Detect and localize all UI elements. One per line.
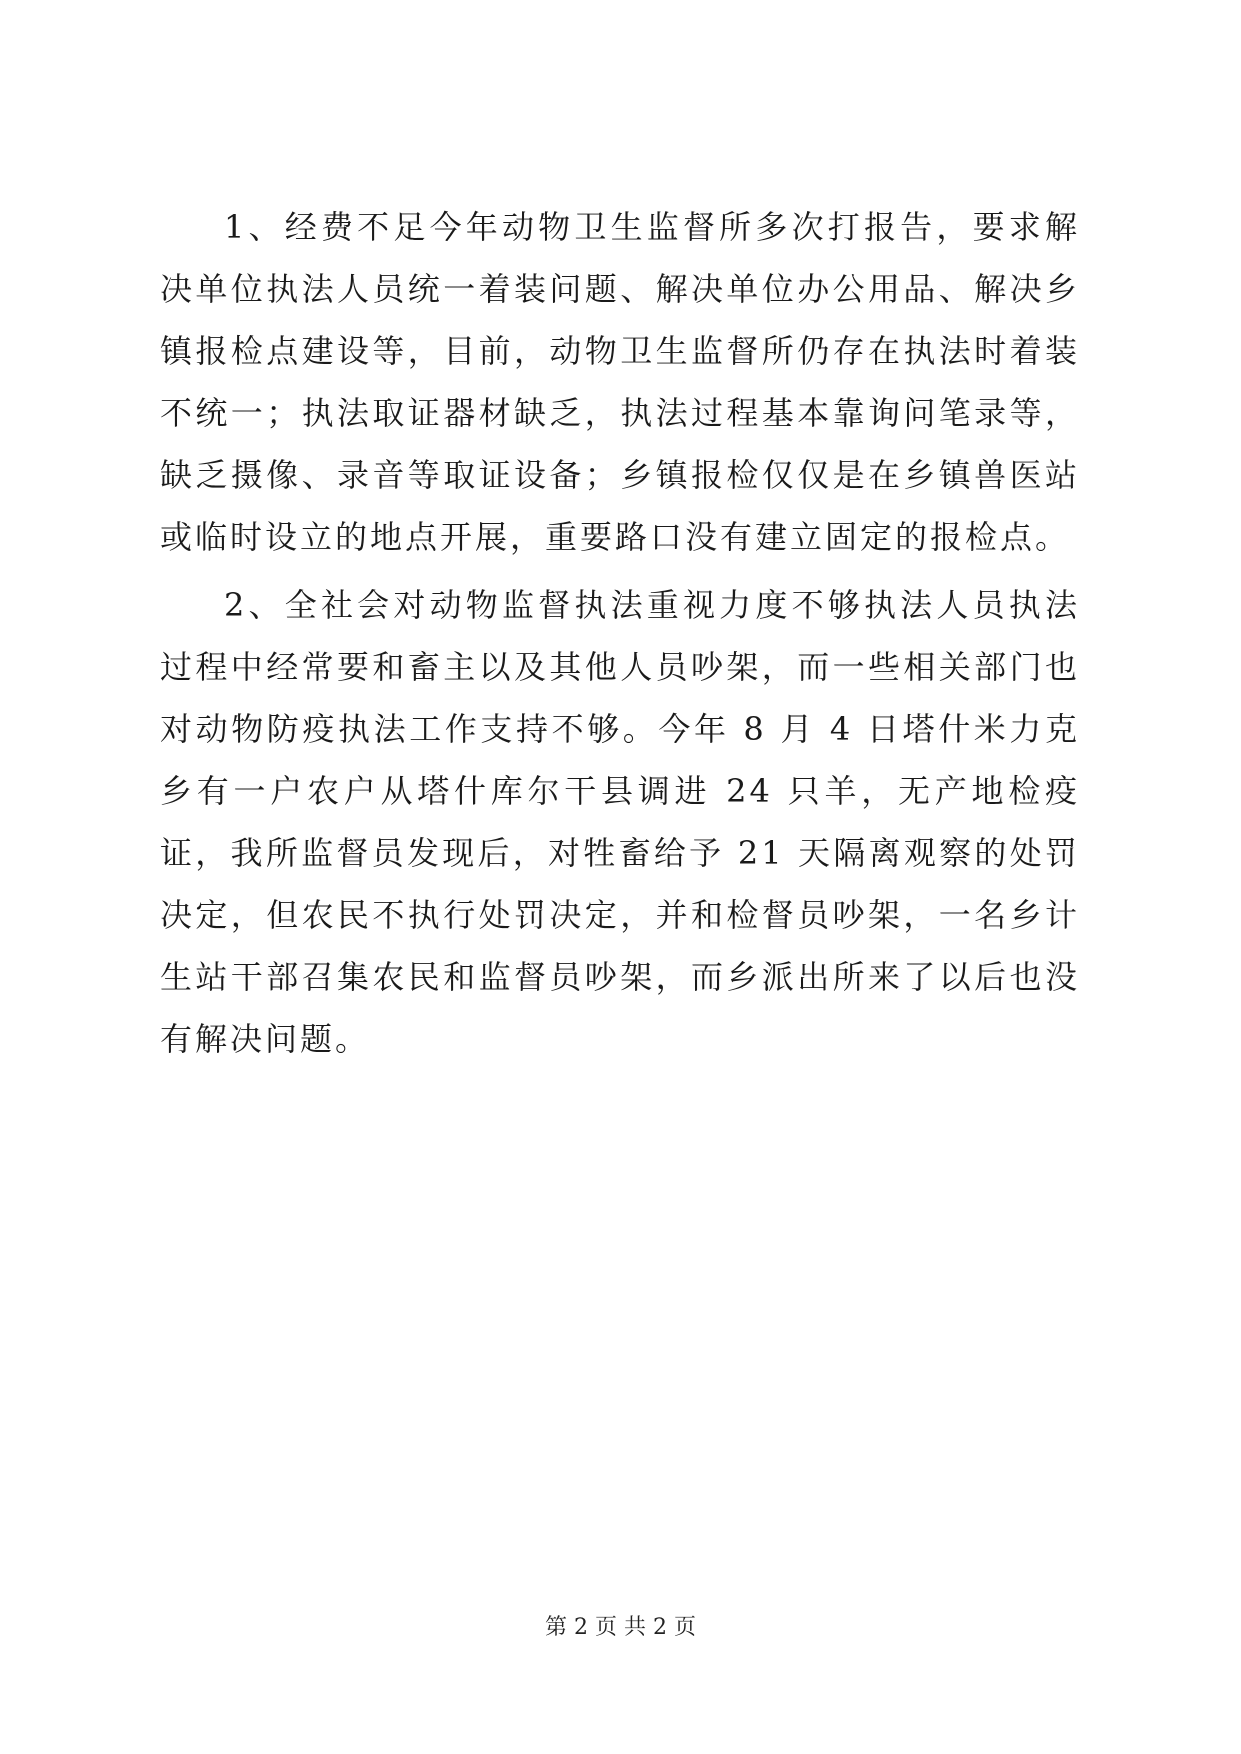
paragraph-1: 1、经费不足今年动物卫生监督所多次打报告，要求解决单位执法人员统一着装问题、解决单位办公用品、解决乡镇报检点建设等，目前，动物卫生监督所仍存在执法时着装不统一；执法取证器材缺乏，执法过程基本靠询问笔录等，缺乏摄像、录音等取证设备；乡镇报检仅仅是在乡镇兽医站或临时设立的地点开展，重要路口没有建立固定的报检点。 (160, 208, 1080, 556)
page-number-footer: 第 2 页 共 2 页 (545, 1615, 696, 1640)
paragraph-2: 2、全社会对动物监督执法重视力度不够执法人员执法过程中经常要和畜主以及其他人员吵架，而一些相关部门也对动物防疫执法工作支持不够。今年 8 月 4 日塔什米力克乡有一户农户从塔什库尔干县调进 24 只羊，无产地检疫证，我所监督员发现后，对牲畜给予 21 天隔离观察的处罚决定，但农民不执行处罚决定，并和检督员吵架，一名乡计生站干部召集农民和监督员吵架，而乡派出所来了以后也没有解决问题。 (160, 586, 1080, 1058)
document-body (160, 196, 1080, 1070)
